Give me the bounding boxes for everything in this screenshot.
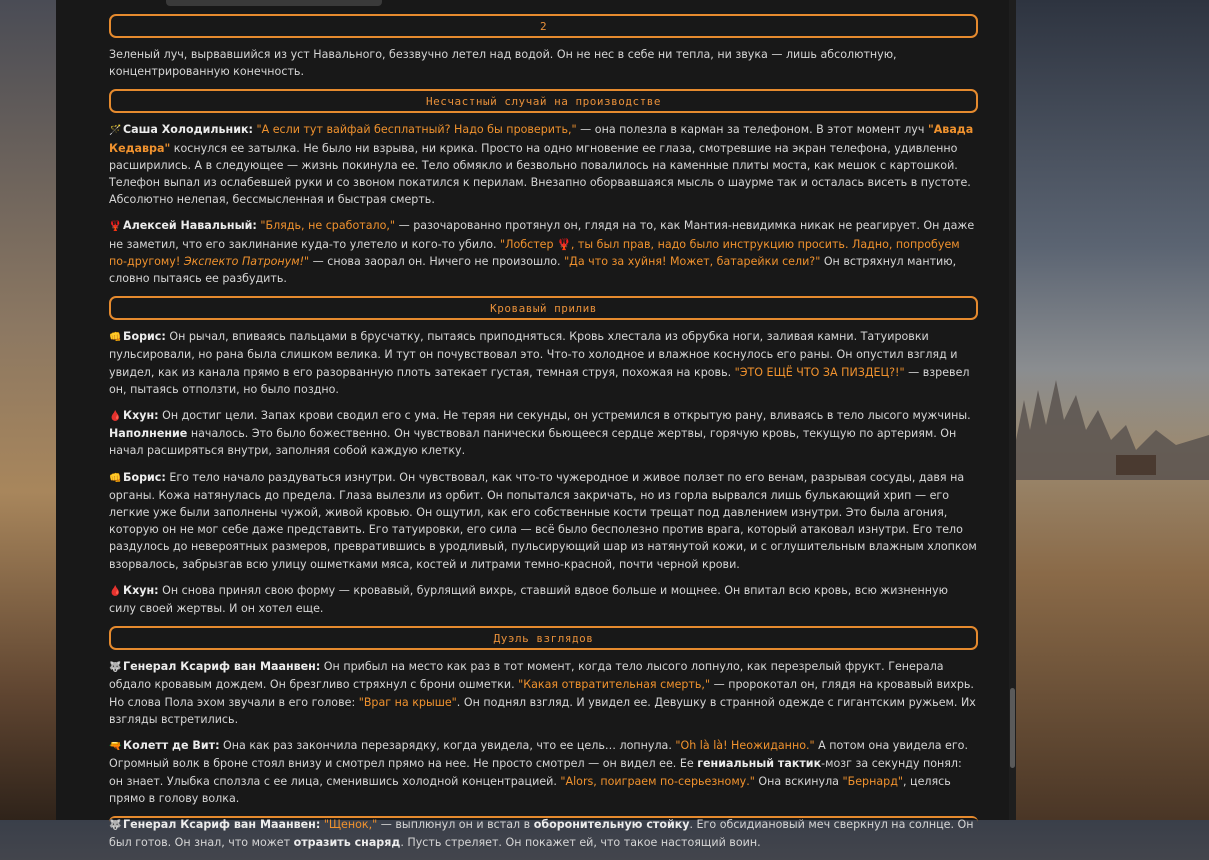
paragraph [109,469,978,573]
paragraph-text: Она как раз закончила перезарядку, когда увидела, что ее цель… лопнула. [219,739,676,753]
section-header: 2 [109,14,978,38]
speaker-name: Генерал Ксариф ван Маанвен: [123,817,321,831]
paragraph [109,328,978,398]
paragraph-text: . Пусть стреляет. Он покажет ей, что такое настоящий воин. [400,836,761,850]
paragraph-text: . Он поднял взгляд. И увидел ее. Девушку в странной одежде с гигантским ружьем. Их взгляды встретились. [109,695,976,726]
paragraph-text: Он прибыл на место как раз в тот момент, когда тело лысого лопнуло, как перезрелый фрукт. Генерала обдало кровавым дождем. Он брезгливо стряхнул с брони ошметки. [109,660,944,692]
section-header: Несчастный случай на производстве [109,89,978,113]
wolf-icon: 🐺 [109,819,122,831]
blood-drop-icon: 🩸 [109,585,122,597]
blood-drop-icon: 🩸 [109,411,122,423]
paragraph-text: коснулся ее затылка. Не было ни взрыва, ни крика. Просто на одно мгновение ее глаза, смотревшие на экран телефона, удивленно расширились. А в следующее — жизнь покинула ее. Тело обмякло и безвольно повалилось на каменные плиты моста, как мешок с картошкой. Телефон выпал из ослабевшей руки и со звоном покатился к перилам. Внезапно оборвавшаяся мысль о шаурме так и осталась висеть в пустоте. Абсолютно нелепая, бессмысленная и быстрая смерть. [109,141,971,207]
paragraph [109,658,978,728]
quote: "ЭТО ЕЩЁ ЧТО ЗА ПИЗДЕЦ?!" [734,365,905,379]
ruins-silhouette [1016,370,1209,480]
paragraph-text: — пророкотал он, глядя на кровавый вихрь. Но слова Пола эхом звучали в его голове: [109,678,974,709]
paragraph-text: — взревел он, пытаясь отползти, но было поздно. [109,365,970,396]
quote: "Авада Кедавра" [109,123,974,155]
bold-term: гениальный тактик [697,757,822,771]
paragraph [109,737,978,807]
wolf-icon: 🐺 [109,662,122,674]
scrollbar-thumb[interactable] [1010,688,1015,768]
quote: "Лобстер 🦞, ты был прав, надо было инструкцию просить. Ладно, попробуем по-другому! [109,237,960,268]
paragraph [109,407,978,460]
quote: "Какая отвратительная смерть," [518,678,711,692]
paragraph-text: — она полезла в карман за телефоном. В этот момент луч [576,123,928,137]
wand-icon: 🪄 [109,125,122,137]
paragraph-text: , целясь прямо в голову волка. [109,774,951,805]
speaker-name: Генерал Ксариф ван Маанвен: [123,660,321,674]
quote: "Да что за хуйня! Может, батарейки сели?" [564,254,821,268]
paragraph-text: — выплюнул он и встал в [377,817,534,831]
quote: " [304,254,310,268]
paragraph-text: . Его обсидиановый меч сверкнул на солнце. Он был готов. Он знал, что может [109,817,974,850]
story-content [109,14,978,860]
paragraph-text: — снова заорал он. Ничего не произошло. [309,254,565,268]
quote-italic: Экспекто Патронум! [183,254,305,268]
next-section-header [109,816,978,822]
quote: "Oh là là! Неожиданно." [675,739,815,753]
background-left [0,0,56,820]
paragraph-text: -мозг за секунду понял: он знает. Улыбка сползла с ее лица, сменившись холодной концентрацией. [109,757,962,788]
quote: "Блядь, не сработало," [260,219,396,233]
speaker-name: Кхун: [123,409,159,423]
top-tab-stub [166,0,382,6]
paragraph-text: Он достиг цели. Запах крови сводил его с ума. Не теряя ни секунды, он устремился в открытую рану, вливаясь в тело лысого мужчины. [158,409,971,423]
paragraph-text: Его тело начало раздуваться изнутри. Он чувствовал, как что-то чужеродное и живое ползет по его венам, разрывая сосуды, давя на органы. Кожа натянулась до предела. Глаза вылезли из орбит. Он попытался закричать, но из горла вырвался лишь булькающий хрип — его легкие уже были заполнены чужой, живой кровью. Он ощутил, как его собственные кости трещат под давлением изнутри. Это была агония, которую он не мог себе даже представить. Его татуировки, его сила — всё было бесполезно против врага, который атаковал изнутри. Его тело раздулось до невероятных размеров, превратившись в уродливый, пульсирующий шар из натянутой кожи, и с оглушительным влажным хлопком взорвалось, забрызгав всю улицу ошметками мяса, костей и литрами темно-красной, почти черной крови. [109,470,977,571]
speaker-name: Борис: [123,470,166,484]
paragraph-text: — разочарованно протянул он, глядя на то, как Мантия-невидимка никак не реагирует. Он даже не заметил, что его заклинание куда-то улетело и кого-то убило. [109,219,975,251]
paragraph [109,46,978,80]
bold-term: отразить снаряд [293,836,401,850]
paragraph-text: Зеленый луч, вырвавшийся из уст Навального, беззвучно летел над водой. Он не нес в себе ни тепла, ни звука — лишь абсолютную, концентрированную конечность. [109,48,897,79]
speaker-name: Кхун: [123,583,159,597]
speaker-name: Борис: [123,330,166,344]
story-panel [56,0,1016,850]
fist-icon: 👊 [109,472,122,484]
bold-term: Наполнение [109,427,188,441]
speaker-name: Колетт де Вит: [123,739,220,753]
lobster-icon: 🦞 [109,221,122,233]
quote: "Alors, поиграем по-серьезному." [560,774,755,788]
paragraph-text: Он встряхнул мантию, словно пытаясь ее разбудить. [109,254,957,286]
paragraph [109,121,978,208]
paragraph-text: А потом она увидела его. Огромный волк в броне стоял внизу и смотрел прямо на нее. Не просто смотрел — он видел ее. Ее [109,739,968,771]
speaker-name: Алексей Навальный: [123,219,257,233]
quote: "Щенок," [323,817,378,831]
speaker-name: Саша Холодильник: [123,123,253,137]
section-header: Кровавый прилив [109,296,978,320]
quote: "Враг на крыше" [358,695,457,709]
quote: "А если тут вайфай бесплатный? Надо бы проверить," [256,123,577,137]
paragraph-text: Он снова принял свою форму — кровавый, бурлящий вихрь, ставший вдвое больше и мощнее. Он впитал всю кровь, всю жизненную силу своей жертвы. И он хотел еще. [109,583,948,616]
rifle-icon: 🔫 [109,741,122,753]
paragraph [109,217,978,287]
section-header: Дуэль взглядов [109,626,978,650]
fist-icon: 👊 [109,332,122,344]
paragraph-text: началось. Это было божественно. Он чувствовал панически бьющееся сердце жертвы, горячую кровь, текущую по артериям. Он начал расширяться внутри, заполняя собой каждую клетку. [109,427,957,458]
paragraph-text: Она вскинула [754,774,843,788]
paragraph-text: Он рычал, впиваясь пальцами в брусчатку, пытаясь приподняться. Кровь хлестала из обрубка ноги, заливая камни. Татуировки пульсировали, но рана была слишком велика. И тут он почувствовал это. Что-то холодное и влажное коснулось его раны. Он опустил взгляд и увидел, как из канала прямо в его разорванную плоть затекает густая, темная струя, похожая на кровь. [109,330,958,379]
quote: "Бернард" [842,774,903,788]
bold-term: оборонительную стойку [533,817,690,831]
paragraph [109,582,978,617]
